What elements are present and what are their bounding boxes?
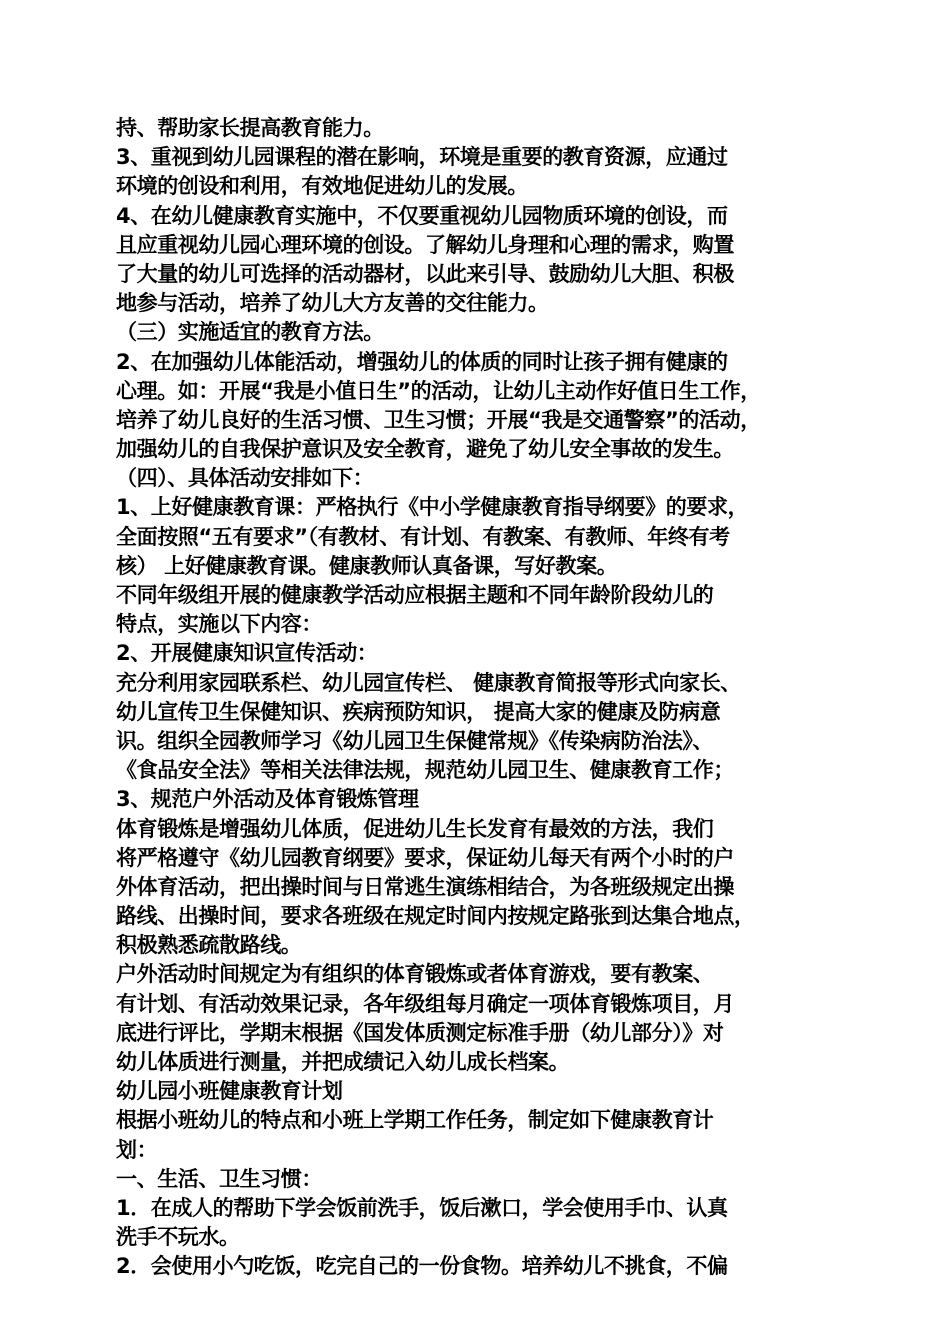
text-line: 核） 上好健康教育课。健康教师认真备课，写好教案。	[116, 553, 618, 578]
text-line: 户外活动时间规定为有组织的体育锻炼或者体育游戏，要有教案、	[116, 962, 714, 987]
text-line: 充分利用家园联系栏、幼儿园宣传栏、 健康教育简报等形式向家长、	[116, 670, 741, 695]
text-line: 积极熟悉疏散路线。	[116, 933, 302, 958]
text-line: 1、上好健康教育课：严格执行《中小学健康教育指导纲要》的要求，	[116, 495, 749, 520]
text-line: 2、在加强幼儿体能活动，增强幼儿的体质的同时让孩子拥有健康的	[116, 349, 728, 374]
text-line: 洗手不玩水。	[116, 1225, 240, 1250]
text-line: 识。组织全园教师学习《幼儿园卫生保健常规》《传染病防治法》、	[116, 728, 713, 753]
text-line: 划：	[116, 1137, 158, 1162]
text-line: 持、帮助家长提高教育能力。	[116, 116, 384, 140]
text-line: 路线、出操时间，要求各班级在规定时间内按规定路张到达集合地点，	[116, 904, 755, 929]
section-heading: 一、生活、卫生习惯：	[116, 1166, 322, 1191]
text-line: 3、规范户外活动及体育锻炼管理	[116, 787, 419, 812]
text-line: 有计划、有活动效果记录，各年级组每月确定一项体育锻炼项目，月	[116, 991, 734, 1016]
text-line: 底进行评比，学期末根据《国发体质测定标准手册（幼儿部分）》对	[116, 1020, 724, 1045]
document-body	[116, 114, 846, 1282]
section-heading: （三）实施适宜的教育方法。	[116, 320, 384, 345]
text-line: 了大量的幼儿可选择的活动器材，以此来引导、鼓励幼儿大胆、积极	[116, 261, 734, 286]
text-line: 不同年级组开展的健康教学活动应根据主题和不同年龄阶段幼儿的	[116, 583, 714, 607]
text-line: 特点，实施以下内容：	[116, 612, 322, 637]
text-line: 将严格遵守《幼儿园教育纲要》要求，保证幼儿每天有两个小时的户	[116, 845, 734, 870]
text-line: 3、重视到幼儿园课程的潜在影响，环境是重要的教育资源，应通过	[116, 145, 728, 170]
text-line: 培养了幼儿良好的生活习惯、卫生习惯；开展“我是交通警察”的活动，	[116, 407, 761, 432]
text-line: 幼儿宣传卫生保健知识、疾病预防知识， 提高大家的健康及防病意	[116, 699, 721, 724]
text-line: 加强幼儿的自我保护意识及安全教育，避免了幼儿安全事故的发生。	[116, 437, 734, 462]
text-line: 幼儿体质进行测量，并把成绩记入幼儿成长档案。	[116, 1050, 570, 1074]
section-heading: 幼儿园小班健康教育计划	[116, 1079, 343, 1104]
text-line: 外体育活动，把出操时间与日常逃生演练相结合，为各班级规定出操	[116, 874, 734, 899]
text-line: 4、在幼儿健康教育实施中，不仅要重视幼儿园物质环境的创设，而	[116, 203, 728, 228]
text-line: 全面按照“五有要求”（有教材、有计划、有教案、有教师、年终有考	[116, 524, 730, 549]
text-line: 环境的创设和利用，有效地促进幼儿的发展。	[116, 174, 528, 199]
section-heading: （四）、具体活动安排如下：	[116, 466, 374, 491]
text-line: 1．在成人的帮助下学会饭前洗手，饭后漱口，学会使用手巾、认真	[116, 1195, 728, 1220]
text-line: 体育锻炼是增强幼儿体质，促进幼儿生长发育有最效的方法，我们	[116, 816, 714, 841]
text-line: 2、开展健康知识宣传活动：	[116, 641, 378, 666]
text-line: 2．会使用小勺吃饭，吃完自己的一份食物。培养幼儿不挑食，不偏	[116, 1254, 728, 1279]
text-line: 根据小班幼儿的特点和小班上学期工作任务，制定如下健康教育计	[116, 1108, 714, 1133]
text-line: 且应重视幼儿园心理环境的创设。了解幼儿身理和心理的需求，购置	[116, 232, 734, 257]
text-line: 地参与活动，培养了幼儿大方友善的交往能力。	[116, 291, 549, 316]
text-line: 《食品安全法》等相关法律法规，规范幼儿园卫生、健康教育工作；	[116, 758, 734, 783]
text-line: 心理。如：开展“我是小值日生”的活动，让幼儿主动作好值日生工作，	[116, 378, 761, 403]
